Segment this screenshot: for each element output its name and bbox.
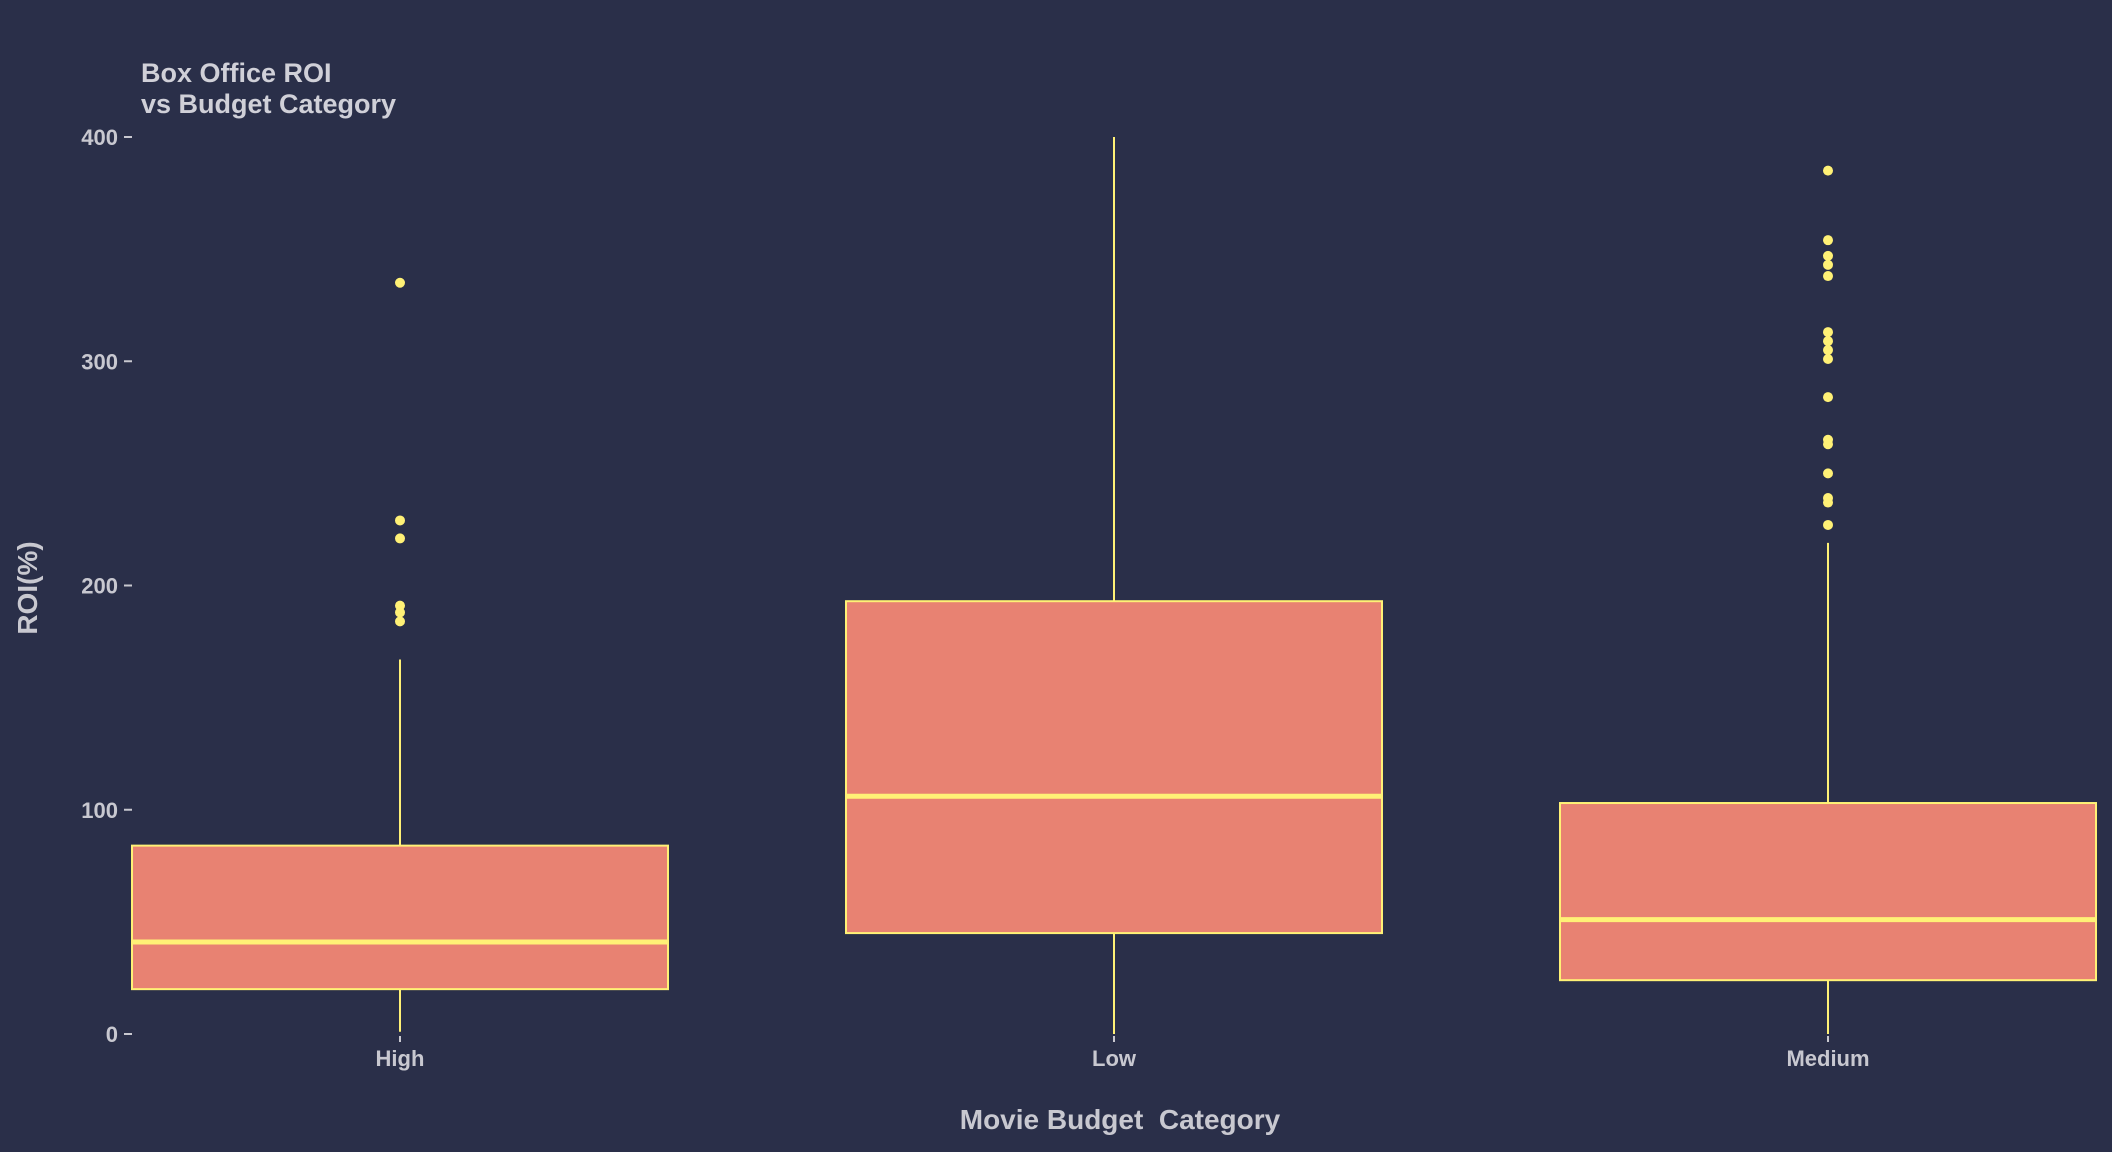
outlier-point-high (395, 278, 405, 288)
outlier-point-medium (1823, 336, 1833, 346)
outlier-point-medium (1823, 235, 1833, 245)
x-tick-label-high: High (375, 1046, 425, 1071)
x-tick-label-low: Low (1092, 1046, 1136, 1071)
chart-title-line-2: vs Budget Category (141, 89, 397, 119)
y-axis-label: ROI(%) (12, 541, 43, 635)
outlier-point-medium (1823, 327, 1833, 337)
y-tick-label: 100 (81, 797, 118, 823)
x-tick-label-medium: Medium (1786, 1046, 1870, 1071)
outlier-point-medium (1823, 260, 1833, 270)
y-tick-label: 0 (105, 1022, 118, 1047)
box-low (846, 601, 1382, 933)
y-tick-label: 200 (81, 573, 118, 599)
x-axis-label: Movie Budget Category (959, 1104, 1281, 1135)
outlier-point-medium (1823, 498, 1833, 508)
chart-title-line-1: Box Office ROI (141, 58, 332, 88)
outlier-point-high (395, 515, 405, 525)
outlier-point-medium (1823, 251, 1833, 261)
outlier-point-medium (1823, 345, 1833, 355)
outlier-point-medium (1823, 392, 1833, 402)
outlier-point-medium (1823, 468, 1833, 478)
outlier-point-high (395, 607, 405, 617)
outlier-point-medium (1823, 439, 1833, 449)
outlier-point-high (395, 616, 405, 626)
outlier-point-medium (1823, 354, 1833, 364)
outlier-point-medium (1823, 271, 1833, 281)
box-high (132, 846, 668, 990)
box-medium (1560, 803, 2096, 980)
y-tick-label: 300 (81, 349, 118, 375)
outlier-point-medium (1823, 520, 1833, 530)
y-tick-label: 400 (81, 125, 118, 150)
outlier-point-medium (1823, 166, 1833, 176)
outlier-point-high (395, 533, 405, 543)
